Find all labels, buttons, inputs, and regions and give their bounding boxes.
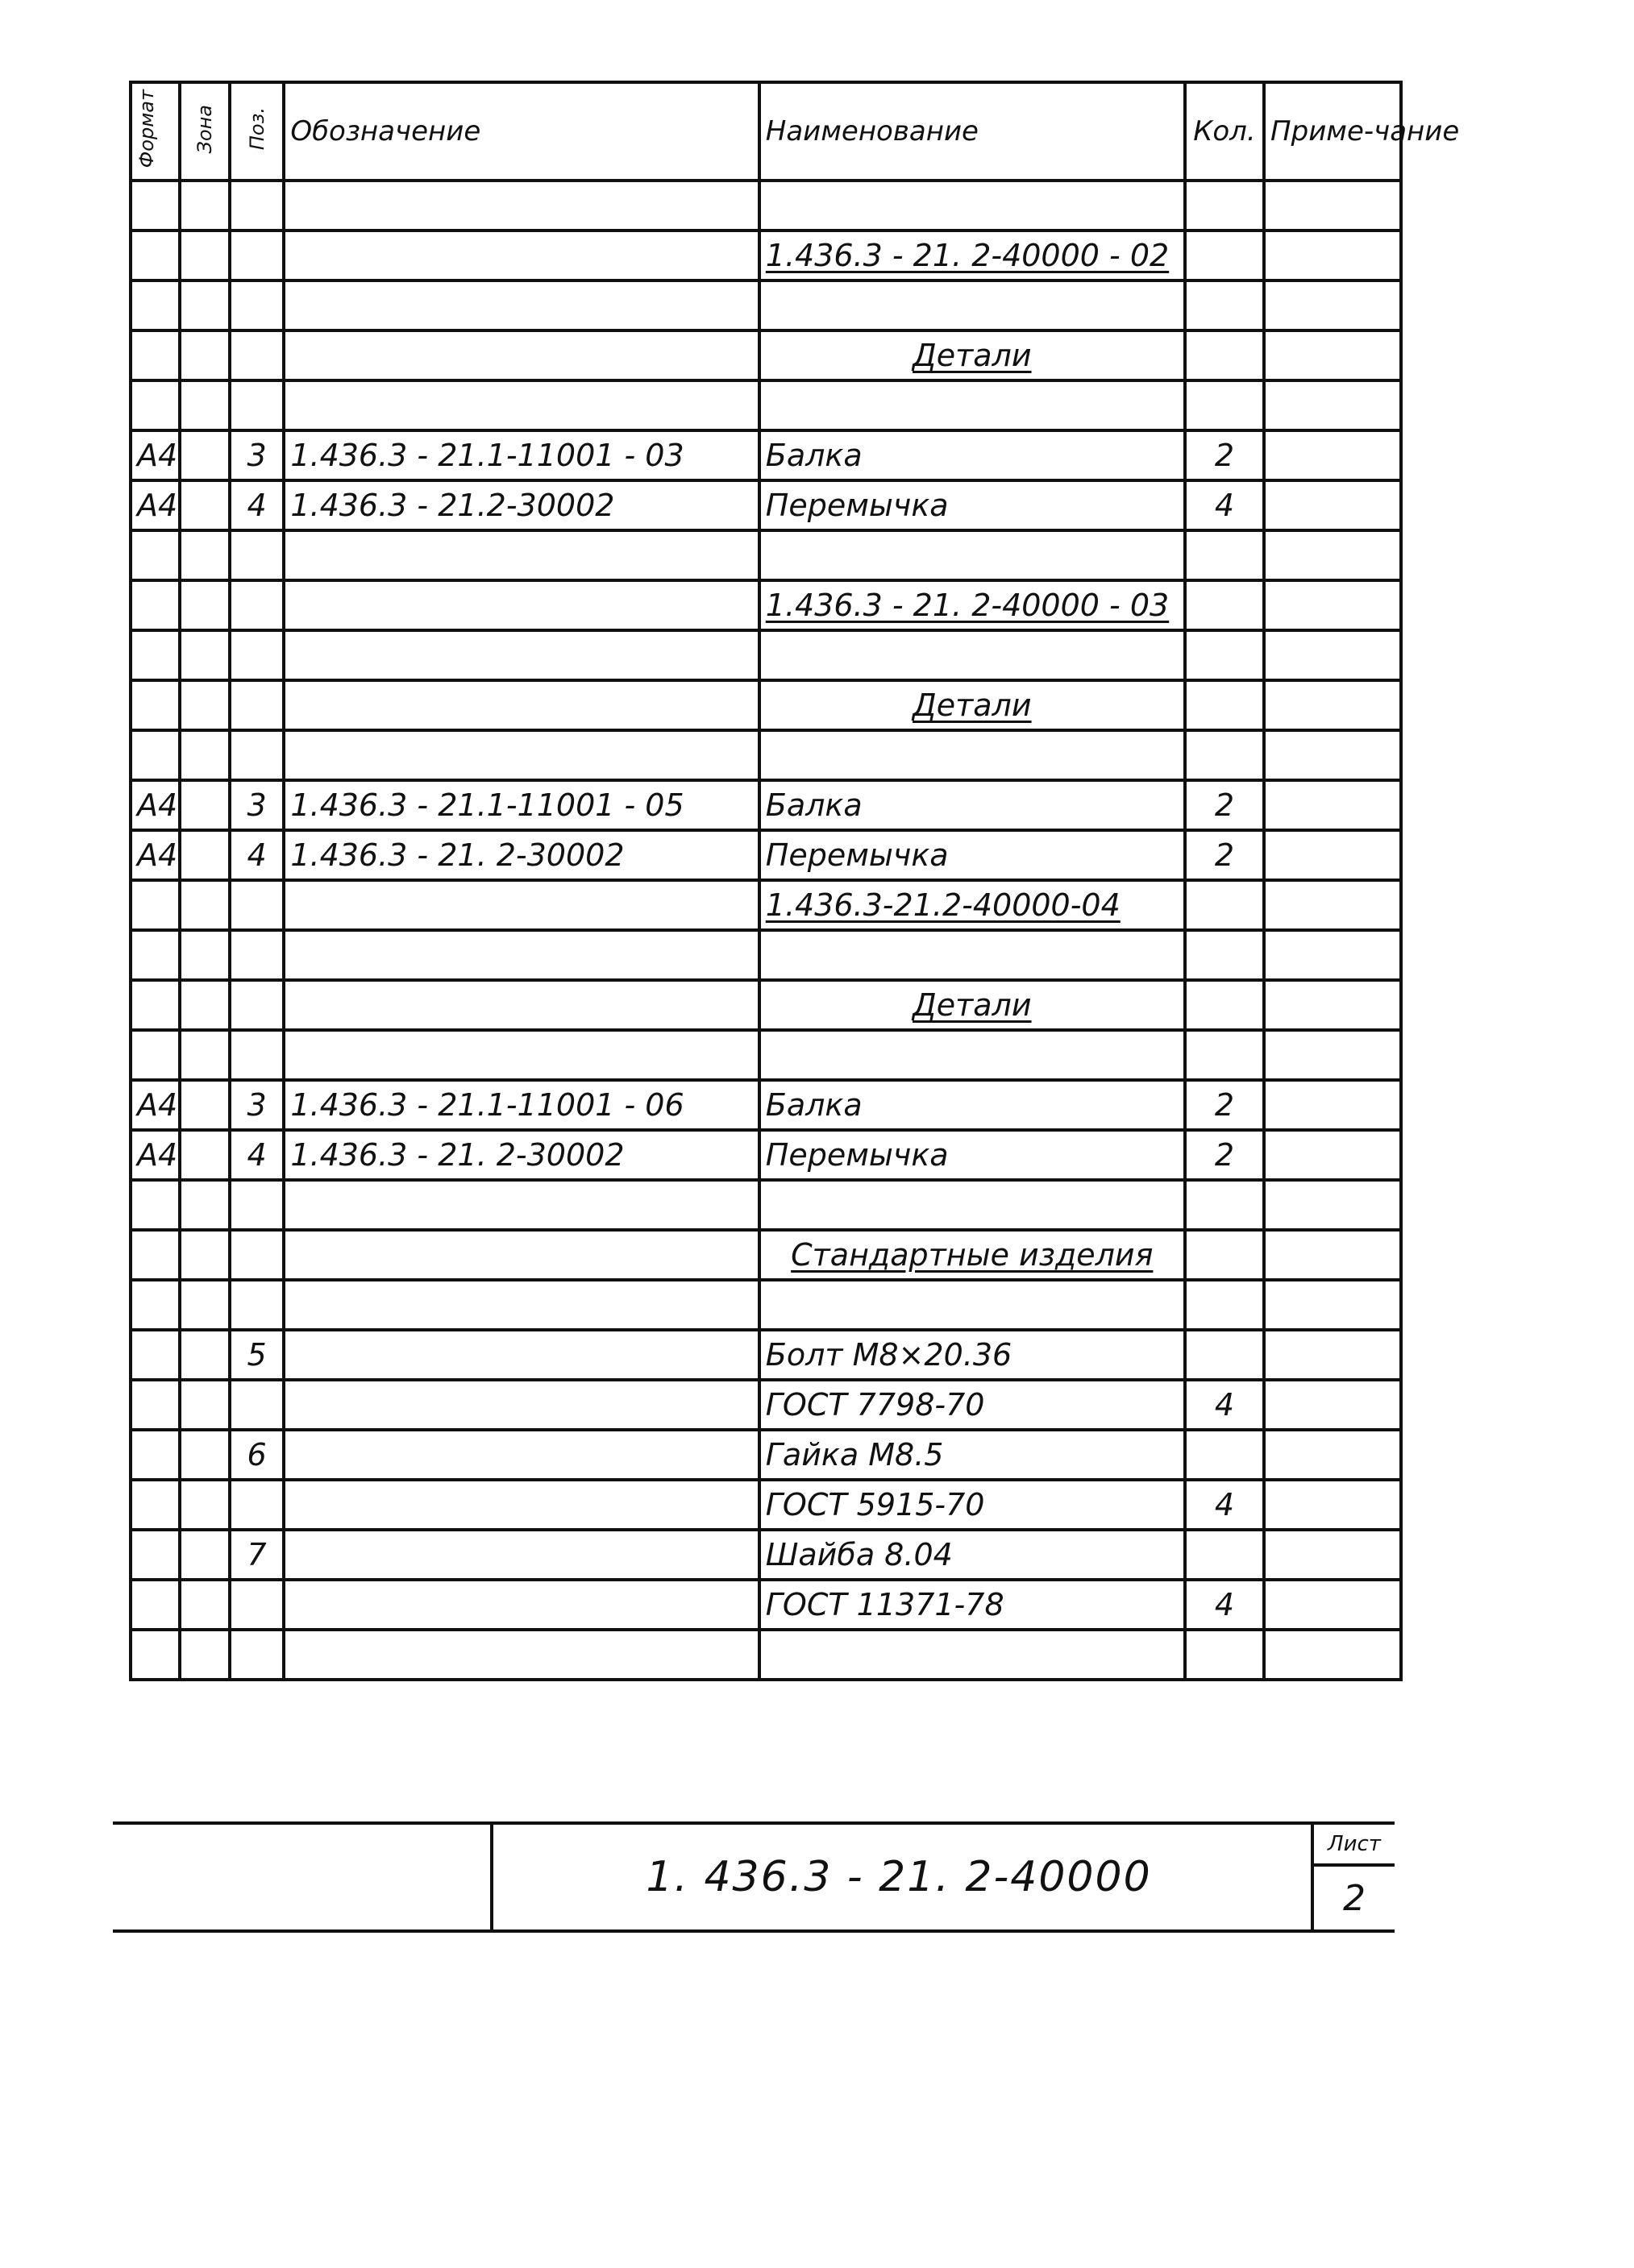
cell-qty: 2 bbox=[1185, 780, 1264, 830]
cell-pos bbox=[230, 1280, 285, 1330]
cell-qty: 4 bbox=[1185, 1580, 1264, 1630]
table-row bbox=[131, 1330, 1401, 1380]
cell-zone bbox=[180, 1230, 229, 1280]
cell-designation bbox=[284, 630, 759, 680]
table-row bbox=[131, 530, 1401, 580]
cell-pos: 3 bbox=[230, 430, 285, 480]
cell-format bbox=[131, 330, 180, 380]
cell-name bbox=[759, 380, 1185, 430]
cell-note bbox=[1264, 880, 1401, 930]
cell-name: Стандартные изделия bbox=[759, 1230, 1185, 1280]
cell-zone bbox=[180, 530, 229, 580]
table-row bbox=[131, 880, 1401, 930]
table-row bbox=[131, 930, 1401, 980]
cell-name bbox=[759, 280, 1185, 330]
cell-qty bbox=[1185, 880, 1264, 930]
table-body bbox=[131, 181, 1401, 1680]
cell-name: Шайба 8.04 bbox=[759, 1530, 1185, 1580]
header-pos: Поз. bbox=[230, 82, 285, 181]
cell-note bbox=[1264, 280, 1401, 330]
cell-format bbox=[131, 1630, 180, 1680]
cell-designation bbox=[284, 1280, 759, 1330]
cell-qty bbox=[1185, 1180, 1264, 1230]
cell-zone bbox=[180, 380, 229, 430]
cell-qty bbox=[1185, 1430, 1264, 1480]
cell-pos bbox=[230, 680, 285, 730]
cell-format: А4 bbox=[131, 780, 180, 830]
cell-format bbox=[131, 1480, 180, 1530]
cell-zone bbox=[180, 1180, 229, 1230]
cell-qty bbox=[1185, 330, 1264, 380]
cell-name: Балка bbox=[759, 1080, 1185, 1130]
cell-qty: 4 bbox=[1185, 1480, 1264, 1530]
cell-qty bbox=[1185, 1530, 1264, 1580]
header-designation: Обозначение bbox=[284, 82, 759, 181]
cell-designation bbox=[284, 930, 759, 980]
cell-format: А4 bbox=[131, 830, 180, 880]
cell-designation bbox=[284, 1580, 759, 1630]
cell-qty: 2 bbox=[1185, 1130, 1264, 1180]
cell-designation bbox=[284, 1430, 759, 1480]
cell-qty bbox=[1185, 1280, 1264, 1330]
table-row bbox=[131, 480, 1401, 530]
title-block bbox=[113, 1821, 1395, 1933]
cell-name: Перемычка bbox=[759, 480, 1185, 530]
cell-zone bbox=[180, 1430, 229, 1480]
cell-qty bbox=[1185, 530, 1264, 580]
cell-zone bbox=[180, 1330, 229, 1380]
cell-qty bbox=[1185, 680, 1264, 730]
cell-format bbox=[131, 1530, 180, 1580]
table-row bbox=[131, 380, 1401, 430]
cell-qty bbox=[1185, 1230, 1264, 1280]
cell-name bbox=[759, 930, 1185, 980]
cell-pos: 3 bbox=[230, 780, 285, 830]
cell-zone bbox=[180, 1580, 229, 1630]
cell-pos bbox=[230, 1030, 285, 1080]
cell-note bbox=[1264, 1180, 1401, 1230]
cell-designation bbox=[284, 1530, 759, 1580]
table-row bbox=[131, 1530, 1401, 1580]
cell-pos bbox=[230, 280, 285, 330]
cell-format bbox=[131, 1180, 180, 1230]
cell-pos bbox=[230, 980, 285, 1030]
cell-zone bbox=[180, 830, 229, 880]
cell-note bbox=[1264, 1230, 1401, 1280]
cell-pos bbox=[230, 231, 285, 280]
header-note: Приме-чание bbox=[1264, 82, 1401, 181]
cell-zone bbox=[180, 730, 229, 780]
cell-zone bbox=[180, 480, 229, 530]
cell-name: Балка bbox=[759, 780, 1185, 830]
cell-pos: 3 bbox=[230, 1080, 285, 1130]
table-row bbox=[131, 1130, 1401, 1180]
cell-qty: 4 bbox=[1185, 1380, 1264, 1430]
cell-pos bbox=[230, 1180, 285, 1230]
cell-qty bbox=[1185, 280, 1264, 330]
cell-name: Детали bbox=[759, 980, 1185, 1030]
cell-pos bbox=[230, 181, 285, 231]
cell-pos bbox=[230, 380, 285, 430]
cell-designation: 1.436.3 - 21.1-11001 - 06 bbox=[284, 1080, 759, 1130]
table-row bbox=[131, 1230, 1401, 1280]
cell-note bbox=[1264, 630, 1401, 680]
cell-name: ГОСТ 11371-78 bbox=[759, 1580, 1185, 1630]
table-row bbox=[131, 181, 1401, 231]
table-row bbox=[131, 1480, 1401, 1530]
sheet-box bbox=[1311, 1825, 1395, 1929]
table-row bbox=[131, 1180, 1401, 1230]
cell-designation bbox=[284, 1380, 759, 1430]
table-row bbox=[131, 1030, 1401, 1080]
table-row bbox=[131, 1430, 1401, 1480]
cell-qty bbox=[1185, 930, 1264, 980]
cell-pos: 7 bbox=[230, 1530, 285, 1580]
cell-note bbox=[1264, 530, 1401, 580]
cell-pos bbox=[230, 730, 285, 780]
cell-name: Перемычка bbox=[759, 1130, 1185, 1180]
cell-name: ГОСТ 7798-70 bbox=[759, 1380, 1185, 1430]
cell-pos bbox=[230, 1580, 285, 1630]
cell-pos bbox=[230, 1380, 285, 1430]
cell-qty: 2 bbox=[1185, 430, 1264, 480]
cell-designation bbox=[284, 1230, 759, 1280]
cell-zone bbox=[180, 1380, 229, 1430]
table-row bbox=[131, 430, 1401, 480]
cell-format bbox=[131, 980, 180, 1030]
cell-format bbox=[131, 930, 180, 980]
cell-note bbox=[1264, 330, 1401, 380]
cell-designation bbox=[284, 380, 759, 430]
cell-qty: 2 bbox=[1185, 830, 1264, 880]
cell-format bbox=[131, 280, 180, 330]
cell-note bbox=[1264, 1030, 1401, 1080]
cell-name bbox=[759, 181, 1185, 231]
cell-name bbox=[759, 1280, 1185, 1330]
cell-zone bbox=[180, 430, 229, 480]
cell-zone bbox=[180, 1630, 229, 1680]
table-row bbox=[131, 980, 1401, 1030]
cell-pos: 5 bbox=[230, 1330, 285, 1380]
cell-zone bbox=[180, 1080, 229, 1130]
cell-zone bbox=[180, 231, 229, 280]
cell-note bbox=[1264, 181, 1401, 231]
cell-designation bbox=[284, 1030, 759, 1080]
cell-format bbox=[131, 380, 180, 430]
cell-format bbox=[131, 730, 180, 780]
cell-format bbox=[131, 530, 180, 580]
cell-designation bbox=[284, 880, 759, 930]
cell-designation bbox=[284, 1180, 759, 1230]
cell-name bbox=[759, 1180, 1185, 1230]
cell-note bbox=[1264, 1530, 1401, 1580]
cell-qty: 2 bbox=[1185, 1080, 1264, 1130]
cell-format bbox=[131, 1430, 180, 1480]
cell-zone bbox=[180, 580, 229, 630]
cell-qty bbox=[1185, 630, 1264, 680]
cell-pos: 6 bbox=[230, 1430, 285, 1480]
cell-format bbox=[131, 580, 180, 630]
cell-name bbox=[759, 1630, 1185, 1680]
table-row bbox=[131, 580, 1401, 630]
table-row bbox=[131, 1580, 1401, 1630]
header-zone: Зона bbox=[180, 82, 229, 181]
cell-designation bbox=[284, 1330, 759, 1380]
cell-zone bbox=[180, 930, 229, 980]
table-row bbox=[131, 231, 1401, 280]
cell-zone bbox=[180, 330, 229, 380]
cell-pos bbox=[230, 580, 285, 630]
cell-name: Болт М8×20.36 bbox=[759, 1330, 1185, 1380]
cell-qty bbox=[1185, 1330, 1264, 1380]
cell-pos bbox=[230, 630, 285, 680]
cell-format bbox=[131, 1280, 180, 1330]
cell-name bbox=[759, 530, 1185, 580]
cell-zone bbox=[180, 1030, 229, 1080]
document-code: 1. 436.3 - 21. 2-40000 bbox=[646, 1853, 1152, 1901]
cell-name: 1.436.3-21.2-40000-04 bbox=[759, 880, 1185, 930]
cell-name: Балка bbox=[759, 430, 1185, 480]
cell-designation bbox=[284, 580, 759, 630]
cell-zone bbox=[180, 280, 229, 330]
cell-note bbox=[1264, 1130, 1401, 1180]
cell-qty bbox=[1185, 580, 1264, 630]
table-row bbox=[131, 830, 1401, 880]
cell-designation: 1.436.3 - 21.2-30002 bbox=[284, 480, 759, 530]
cell-format bbox=[131, 1230, 180, 1280]
cell-note bbox=[1264, 730, 1401, 780]
cell-note bbox=[1264, 1080, 1401, 1130]
cell-zone bbox=[180, 1280, 229, 1330]
table-row bbox=[131, 330, 1401, 380]
cell-qty bbox=[1185, 1030, 1264, 1080]
cell-designation bbox=[284, 1480, 759, 1530]
sheet-label: Лист bbox=[1314, 1825, 1395, 1867]
cell-name: Детали bbox=[759, 330, 1185, 380]
table-row bbox=[131, 630, 1401, 680]
cell-note bbox=[1264, 480, 1401, 530]
cell-note bbox=[1264, 231, 1401, 280]
table-row bbox=[131, 1630, 1401, 1680]
cell-note bbox=[1264, 1630, 1401, 1680]
cell-note bbox=[1264, 680, 1401, 730]
cell-pos: 4 bbox=[230, 1130, 285, 1180]
cell-designation: 1.436.3 - 21.1-11001 - 05 bbox=[284, 780, 759, 830]
cell-format bbox=[131, 1380, 180, 1430]
table-row bbox=[131, 680, 1401, 730]
cell-zone bbox=[180, 1530, 229, 1580]
table-row bbox=[131, 780, 1401, 830]
cell-note bbox=[1264, 380, 1401, 430]
cell-note bbox=[1264, 830, 1401, 880]
cell-zone bbox=[180, 181, 229, 231]
table-row bbox=[131, 730, 1401, 780]
title-block-left-cell bbox=[113, 1825, 493, 1929]
specification-table bbox=[129, 81, 1460, 1681]
cell-name bbox=[759, 630, 1185, 680]
cell-designation bbox=[284, 1630, 759, 1680]
cell-note bbox=[1264, 980, 1401, 1030]
cell-format bbox=[131, 630, 180, 680]
cell-name bbox=[759, 1030, 1185, 1080]
cell-qty bbox=[1185, 231, 1264, 280]
cell-designation bbox=[284, 280, 759, 330]
sheet-number: 2 bbox=[1343, 1877, 1366, 1919]
cell-designation bbox=[284, 181, 759, 231]
cell-qty: 4 bbox=[1185, 480, 1264, 530]
table-row bbox=[131, 1080, 1401, 1130]
cell-designation bbox=[284, 980, 759, 1030]
cell-note bbox=[1264, 430, 1401, 480]
cell-qty bbox=[1185, 730, 1264, 780]
cell-note bbox=[1264, 1380, 1401, 1430]
header-name: Наименование bbox=[759, 82, 1185, 181]
cell-designation bbox=[284, 680, 759, 730]
cell-designation: 1.436.3 - 21. 2-30002 bbox=[284, 830, 759, 880]
table-row bbox=[131, 280, 1401, 330]
cell-pos bbox=[230, 1630, 285, 1680]
cell-format: А4 bbox=[131, 480, 180, 530]
cell-qty bbox=[1185, 1630, 1264, 1680]
cell-qty bbox=[1185, 181, 1264, 231]
cell-pos bbox=[230, 880, 285, 930]
header-format: Формат bbox=[131, 82, 180, 181]
cell-name: Детали bbox=[759, 680, 1185, 730]
cell-zone bbox=[180, 1480, 229, 1530]
cell-format bbox=[131, 1580, 180, 1630]
cell-format: А4 bbox=[131, 430, 180, 480]
cell-note bbox=[1264, 1280, 1401, 1330]
cell-note bbox=[1264, 930, 1401, 980]
cell-note bbox=[1264, 1330, 1401, 1380]
cell-note bbox=[1264, 1480, 1401, 1530]
cell-format bbox=[131, 181, 180, 231]
cell-format bbox=[131, 880, 180, 930]
cell-name: Перемычка bbox=[759, 830, 1185, 880]
cell-designation bbox=[284, 231, 759, 280]
cell-format bbox=[131, 1030, 180, 1080]
cell-name: ГОСТ 5915-70 bbox=[759, 1480, 1185, 1530]
cell-pos bbox=[230, 530, 285, 580]
cell-zone bbox=[180, 980, 229, 1030]
cell-pos bbox=[230, 1230, 285, 1280]
table-row bbox=[131, 1380, 1401, 1430]
table-row bbox=[131, 1280, 1401, 1330]
cell-designation: 1.436.3 - 21. 2-30002 bbox=[284, 1130, 759, 1180]
cell-name: 1.436.3 - 21. 2-40000 - 03 bbox=[759, 580, 1185, 630]
header-qty: Кол. bbox=[1185, 82, 1264, 181]
cell-note bbox=[1264, 1430, 1401, 1480]
cell-note bbox=[1264, 780, 1401, 830]
cell-designation bbox=[284, 530, 759, 580]
table-header-row bbox=[131, 82, 1401, 181]
cell-pos bbox=[230, 330, 285, 380]
cell-pos bbox=[230, 1480, 285, 1530]
cell-format: А4 bbox=[131, 1080, 180, 1130]
cell-format bbox=[131, 680, 180, 730]
cell-zone bbox=[180, 780, 229, 830]
cell-pos: 4 bbox=[230, 830, 285, 880]
cell-zone bbox=[180, 1130, 229, 1180]
cell-pos: 4 bbox=[230, 480, 285, 530]
cell-designation bbox=[284, 330, 759, 380]
cell-name bbox=[759, 730, 1185, 780]
cell-format: А4 bbox=[131, 1130, 180, 1180]
cell-designation bbox=[284, 730, 759, 780]
cell-zone bbox=[180, 630, 229, 680]
cell-note bbox=[1264, 1580, 1401, 1630]
cell-note bbox=[1264, 580, 1401, 630]
cell-pos bbox=[230, 930, 285, 980]
cell-format bbox=[131, 231, 180, 280]
cell-zone bbox=[180, 680, 229, 730]
cell-name: 1.436.3 - 21. 2-40000 - 02 bbox=[759, 231, 1185, 280]
cell-qty bbox=[1185, 380, 1264, 430]
cell-zone bbox=[180, 880, 229, 930]
cell-format bbox=[131, 1330, 180, 1380]
cell-qty bbox=[1185, 980, 1264, 1030]
cell-name: Гайка М8.5 bbox=[759, 1430, 1185, 1480]
cell-designation: 1.436.3 - 21.1-11001 - 03 bbox=[284, 430, 759, 480]
